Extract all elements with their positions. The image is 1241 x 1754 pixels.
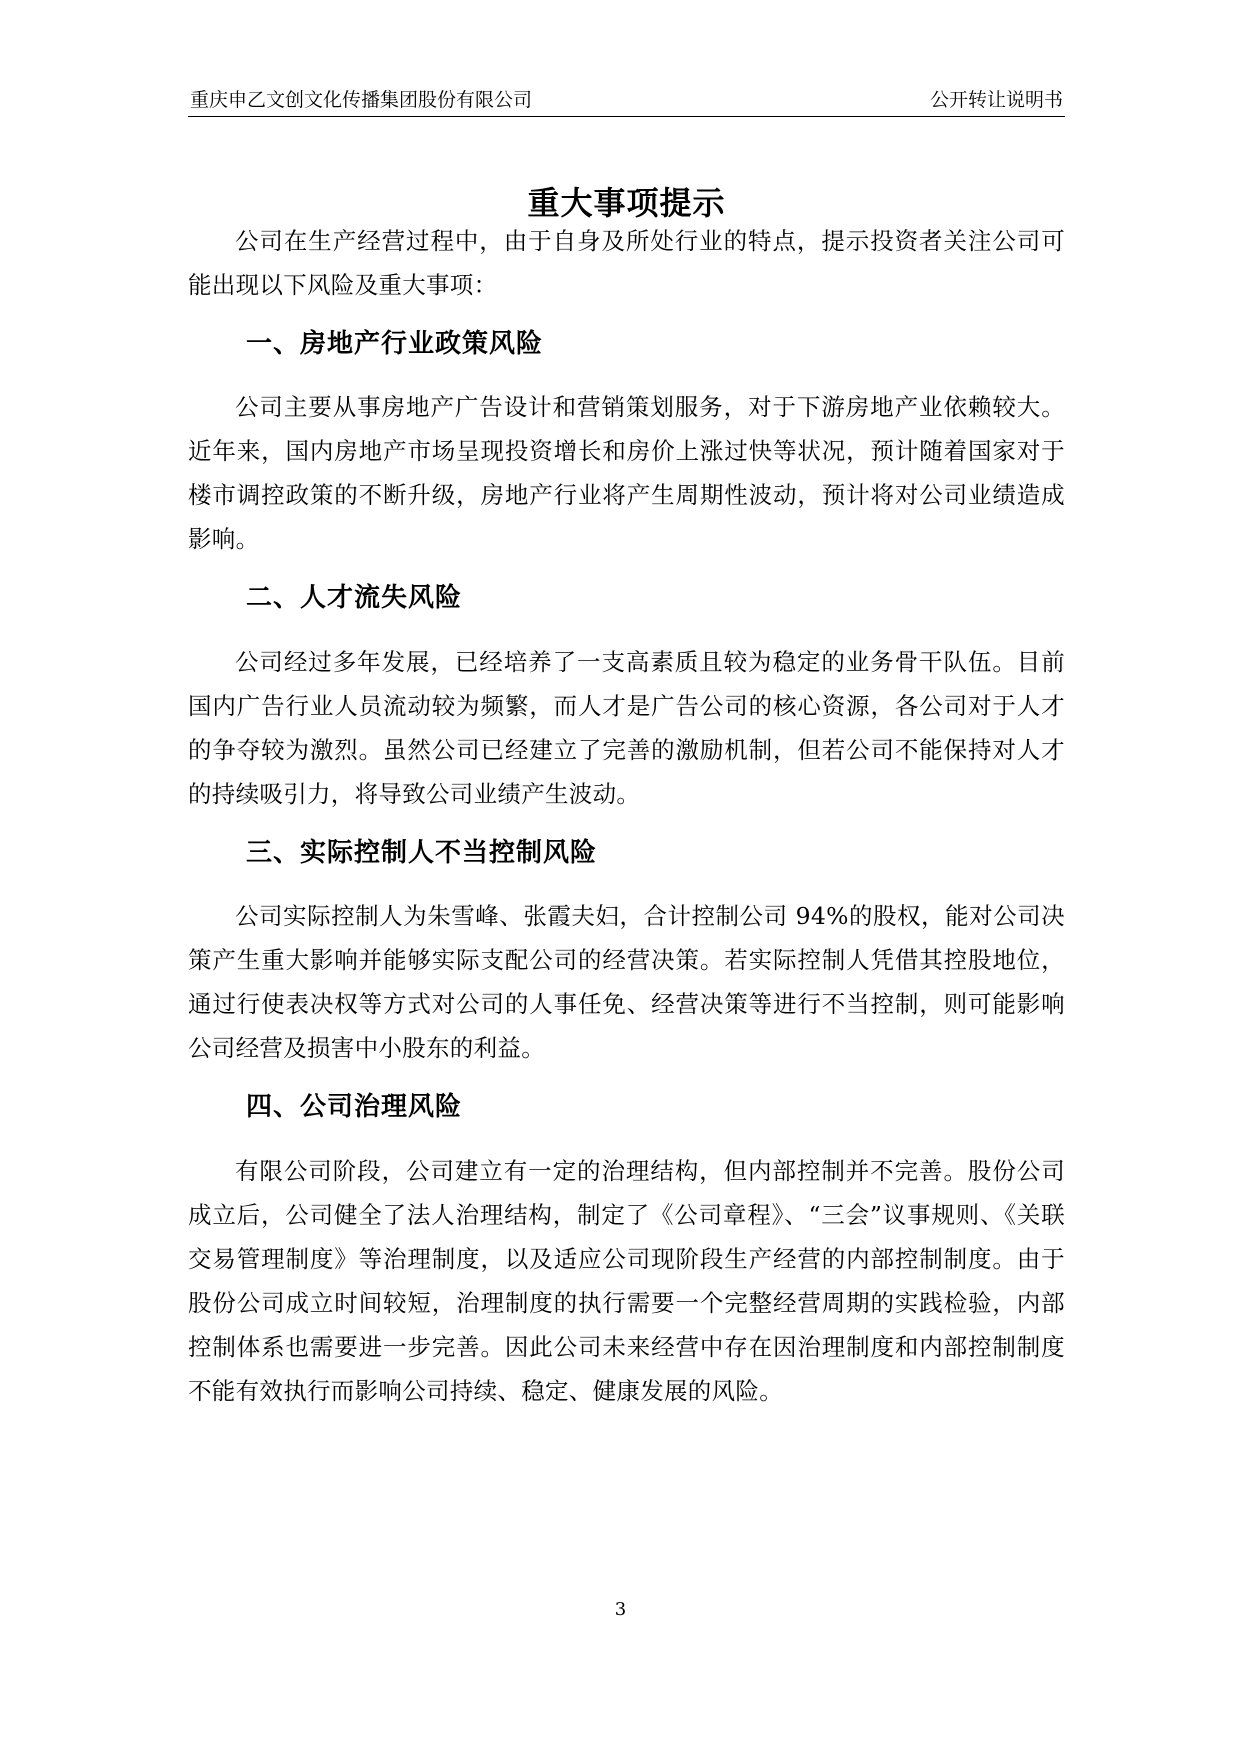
section-heading-4: 四、公司治理风险 bbox=[246, 1092, 463, 1122]
page-number: 3 bbox=[614, 1599, 627, 1620]
header-company-name: 重庆申乙文创文化传播集团股份有限公司 bbox=[190, 89, 533, 111]
section-heading-3: 三、实际控制人不当控制风险 bbox=[246, 838, 598, 868]
section-body-1: 公司主要从事房地产广告设计和营销策划服务，对于下游房地产业依赖较大。近年来，国内房地产市场呈现投资增长和房价上涨过快等状况，预计随着国家对于楼市调控政策的不断升级，房地产行业将产生周期性波动，预计将对公司业绩造成影响。 bbox=[188, 393, 1065, 553]
intro-paragraph: 公司在生产经营过程中，由于自身及所处行业的特点，提示投资者关注公司可能出现以下风险及重大事项： bbox=[188, 227, 1065, 299]
section-body-3: 公司实际控制人为朱雪峰、张霞夫妇，合计控制公司 94%的股权，能对公司决策产生重大影响并能够实际支配公司的经营决策。若实际控制人凭借其控股地位，通过行使表决权等方式对公司的人事任免、经营决策等进行不当控制，则可能影响公司经营及损害中小股东的利益。 bbox=[188, 902, 1065, 1062]
section-body-4: 有限公司阶段，公司建立有一定的治理结构，但内部控制并不完善。股份公司成立后，公司健全了法人治理结构，制定了《公司章程》、“三会”议事规则、《关联交易管理制度》等治理制度，以及适应公司现阶段生产经营的内部控制制度。由于股份公司成立时间较短，治理制度的执行需要一个完整经营周期的实践检验，内部控制体系也需要进一步完善。因此公司未来经营中存在因治理制度和内部控制制度不能有效执行而影响公司持续、稳定、健康发展的风险。 bbox=[188, 1157, 1065, 1405]
section-heading-2: 二、人才流失风险 bbox=[246, 583, 463, 613]
header-document-type: 公开转让说明书 bbox=[929, 89, 1063, 111]
running-header bbox=[188, 86, 1065, 117]
section-heading-1: 一、房地产行业政策风险 bbox=[246, 329, 544, 359]
section-body-2: 公司经过多年发展，已经培养了一支高素质且较为稳定的业务骨干队伍。目前国内广告行业人员流动较为频繁，而人才是广告公司的核心资源，各公司对于人才的争夺较为激烈。虽然公司已经建立了完善的激励机制，但若公司不能保持对人才的持续吸引力，将导致公司业绩产生波动。 bbox=[188, 648, 1065, 808]
page-title: 重大事项提示 bbox=[527, 184, 726, 223]
